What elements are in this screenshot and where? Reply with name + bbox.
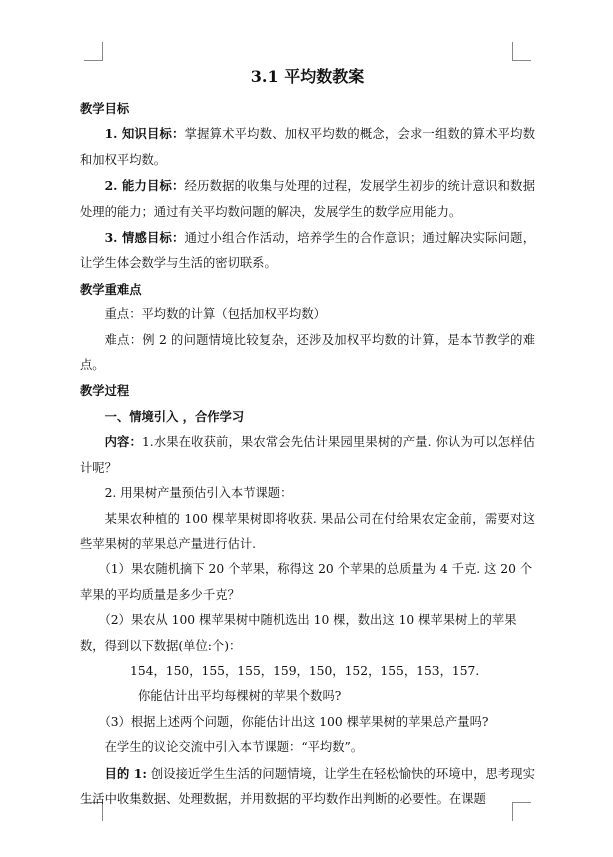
content-paragraph [80, 429, 535, 481]
focus-text: 重点：平均数的计算（包括加权平均数） [104, 307, 326, 322]
heading-goals: 教学目标 [80, 101, 130, 116]
goal-text: 经历数据的收集与处理的过程，发展学生初步的统计意识和数据处理的能力；通过有关平均数问题的解决，发展学生的数学应用能力。 [80, 179, 535, 219]
purpose-paragraph [80, 761, 535, 813]
margin-mark-top-left [84, 42, 103, 61]
paragraph-4: 在学生的议论交流中引入本节课题：“平均数”。 [104, 740, 364, 755]
paragraph-3: 某果农种植的 100 棵苹果树即将收获. 果品公司在付给果农定金前，需要对这些苹果树的苹果总产量进行估计. [80, 511, 535, 551]
paragraph-2: 2. 用果树产量预估引入本节课题： [104, 486, 293, 501]
question-1: （1）果农随机摘下 20 个苹果，称得这 20 个苹果的总质量为 4 千克. 这 20 个苹果的平均质量是多少千克？ [80, 562, 533, 602]
purpose-label: 目的 1: [104, 765, 147, 781]
question-2b: 你能估计出平均每棵树的苹果个数吗? [138, 689, 342, 704]
heading-process: 教学过程 [80, 383, 130, 399]
content-label: 内容： [104, 434, 142, 450]
goal-item [80, 121, 535, 173]
goal-label: 3. 情感目标： [104, 230, 185, 246]
page-title: 3.1 平均数教案 [250, 67, 365, 86]
data-values: 154，150，155，155，159，150，152，155，153，157. [130, 663, 480, 678]
question-3: （3）根据上述两个问题，你能估计出这 100 棵苹果树的苹果总产量吗? [98, 714, 489, 729]
goal-text: 通过小组合作活动，培养学生的合作意识；通过解决实际问题，让学生体会数学与生活的密切联系。 [80, 231, 535, 271]
goal-item [80, 225, 535, 277]
margin-mark-top-right [512, 42, 531, 61]
question-2: （2）果农从 100 棵苹果树中随机选出 10 棵，数出这 10 棵苹果树上的苹果数，得到以下数据(单位:个)： [80, 613, 517, 653]
purpose-text: 创设接近学生生活的问题情境，让学生在轻松愉快的环境中，思考现实生活中收集数据、处理数据，并用数据的平均数作出判断的必要性。在课题 [80, 766, 535, 806]
goal-item [80, 173, 535, 225]
content-text: 1.水果在收获前，果农常会先估计果园里果树的产量. 你认为可以怎样估计呢？ [80, 435, 535, 475]
goal-label: 1. 知识目标： [104, 126, 185, 142]
document-body [80, 62, 535, 812]
goal-label: 2. 能力目标： [104, 178, 185, 194]
difficulty-text: 难点：例 2 的问题情境比较复杂，还涉及加权平均数的计算，是本节教学的难点。 [80, 332, 535, 373]
heading-keypoints: 教学重难点 [80, 281, 142, 297]
goal-text: 掌握算术平均数、加权平均数的概念，会求一组数的算术平均数和加权平均数。 [80, 127, 535, 167]
subheading-intro: 一、情境引入 ，合作学习 [104, 408, 245, 424]
